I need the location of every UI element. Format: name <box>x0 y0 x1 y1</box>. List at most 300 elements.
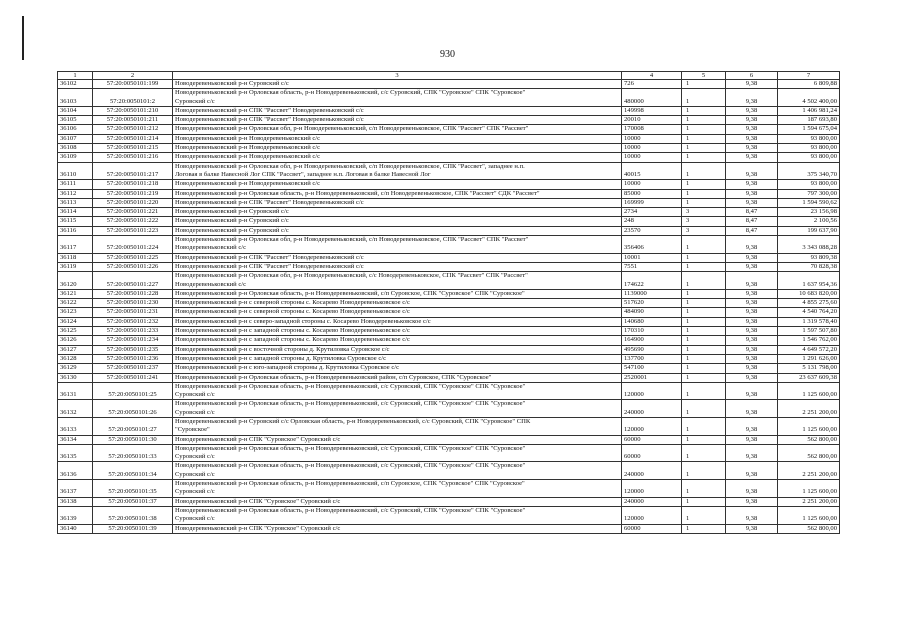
rate-cell: 9,38 <box>726 506 778 524</box>
area-cell: 547100 <box>622 364 682 373</box>
cadastral-number-cell: 57:20:0050101:211 <box>93 116 173 125</box>
cadastral-number-cell: 57:20:0050101:38 <box>93 506 173 524</box>
address-cell: Новодеревеньковский р-н СПК "Рассвет" Новодеревеньковский с/с <box>173 198 622 207</box>
area-cell: 40015 <box>622 162 682 180</box>
table-row <box>58 299 840 308</box>
header-cell: 3 <box>173 72 622 80</box>
rate-cell: 9,38 <box>726 89 778 107</box>
value-cell: 2 251 200,00 <box>778 497 840 506</box>
rate-cell: 9,38 <box>726 299 778 308</box>
category-cell: 1 <box>682 506 726 524</box>
rate-cell: 9,38 <box>726 400 778 418</box>
row-number-cell: 36103 <box>58 89 93 107</box>
row-number-cell: 36135 <box>58 444 93 462</box>
header-cell: 1 <box>58 72 93 80</box>
cadastral-table <box>57 71 840 534</box>
area-cell: 484090 <box>622 308 682 317</box>
address-cell: Новодеревеньковский р-н Орловская обл, р-н Новодеревеньковский, с/с Новодеревеньковское, СПК "Рассвет" СПК "Рассвет" Новодеревеньковский с/с <box>173 272 622 290</box>
value-cell: 2 251 200,00 <box>778 400 840 418</box>
row-number-cell: 36133 <box>58 417 93 435</box>
value-cell: 1 125 600,00 <box>778 506 840 524</box>
row-number-cell: 36102 <box>58 80 93 89</box>
rate-cell: 9,38 <box>726 417 778 435</box>
table-row <box>58 308 840 317</box>
cadastral-number-cell: 57:20:0050101:37 <box>93 497 173 506</box>
area-cell: 240000 <box>622 400 682 418</box>
value-cell: 199 637,90 <box>778 226 840 235</box>
row-number-cell: 36131 <box>58 382 93 400</box>
category-cell: 1 <box>682 524 726 533</box>
address-cell: Новодеревеньковский р-н с северо-западной стороны с. Косарево Новодеревеньковское с/с <box>173 317 622 326</box>
area-cell: 23570 <box>622 226 682 235</box>
table-row <box>58 162 840 180</box>
cadastral-number-cell: 57:20:0050101:230 <box>93 299 173 308</box>
area-cell: 20010 <box>622 116 682 125</box>
cadastral-number-cell: 57:20:0050101:27 <box>93 417 173 435</box>
table-header <box>58 72 840 80</box>
address-cell: Новодеревеньковский р-н с юго-западной стороны д. Крутиловка Суровское с/с <box>173 364 622 373</box>
value-cell: 1 546 762,00 <box>778 336 840 345</box>
row-number-cell: 36128 <box>58 354 93 363</box>
row-number-cell: 36110 <box>58 162 93 180</box>
rate-cell: 9,38 <box>726 125 778 134</box>
address-cell: Новодеревеньковский р-н Новодеревеньковский с/с <box>173 180 622 189</box>
rate-cell: 9,38 <box>726 354 778 363</box>
category-cell: 1 <box>682 253 726 262</box>
table-row <box>58 189 840 198</box>
row-number-cell: 36121 <box>58 289 93 298</box>
category-cell: 1 <box>682 354 726 363</box>
row-number-cell: 36127 <box>58 345 93 354</box>
address-cell: Новодеревеньковский р-н Суровский с/с <box>173 217 622 226</box>
address-cell: Новодеревеньковский р-н Суровский с/с <box>173 208 622 217</box>
category-cell: 1 <box>682 345 726 354</box>
table-row <box>58 524 840 533</box>
cadastral-number-cell: 57:20:0050101:212 <box>93 125 173 134</box>
table-row <box>58 89 840 107</box>
category-cell: 3 <box>682 208 726 217</box>
area-cell: 726 <box>622 80 682 89</box>
header-cell: 4 <box>622 72 682 80</box>
row-number-cell: 36119 <box>58 262 93 271</box>
address-cell: Новодеревеньковский р-н СПК "Суровское" Суровский с/с <box>173 497 622 506</box>
area-cell: 480000 <box>622 89 682 107</box>
cadastral-number-cell: 57:20:0050101:236 <box>93 354 173 363</box>
table-row <box>58 364 840 373</box>
area-cell: 2520001 <box>622 373 682 382</box>
rate-cell: 9,38 <box>726 253 778 262</box>
table-row <box>58 506 840 524</box>
row-number-cell: 36117 <box>58 236 93 254</box>
rate-cell: 9,38 <box>726 327 778 336</box>
category-cell: 1 <box>682 480 726 498</box>
value-cell: 3 343 088,28 <box>778 236 840 254</box>
table-row <box>58 80 840 89</box>
value-cell: 1 319 578,40 <box>778 317 840 326</box>
rate-cell: 8,47 <box>726 217 778 226</box>
rate-cell: 9,38 <box>726 317 778 326</box>
area-cell: 170310 <box>622 327 682 336</box>
row-number-cell: 36114 <box>58 208 93 217</box>
row-number-cell: 36113 <box>58 198 93 207</box>
value-cell: 1 597 507,80 <box>778 327 840 336</box>
value-cell: 10 683 820,00 <box>778 289 840 298</box>
category-cell: 1 <box>682 236 726 254</box>
rate-cell: 9,38 <box>726 345 778 354</box>
row-number-cell: 36123 <box>58 308 93 317</box>
value-cell: 93 800,00 <box>778 153 840 162</box>
cadastral-number-cell: 57:20:0050101:228 <box>93 289 173 298</box>
cadastral-number-cell: 57:20:0050101:224 <box>93 236 173 254</box>
area-cell: 2734 <box>622 208 682 217</box>
value-cell: 1 125 600,00 <box>778 417 840 435</box>
category-cell: 1 <box>682 317 726 326</box>
address-cell: Новодеревеньковский р-н СПК "Суровское" Суровский с/с <box>173 524 622 533</box>
value-cell: 1 125 600,00 <box>778 480 840 498</box>
cadastral-number-cell: 57:20:0050101:232 <box>93 317 173 326</box>
cadastral-number-cell: 57:20:0050101:215 <box>93 144 173 153</box>
rate-cell: 9,38 <box>726 435 778 444</box>
cadastral-number-cell: 57:20:0050101:39 <box>93 524 173 533</box>
table-row <box>58 262 840 271</box>
rate-cell: 9,38 <box>726 308 778 317</box>
table-row <box>58 198 840 207</box>
address-cell: Новодеревеньковский р-н с западной стороны с. Косарево Новодеревеньковское с/с <box>173 327 622 336</box>
cadastral-number-cell: 57:20:0050101:33 <box>93 444 173 462</box>
value-cell: 4 502 400,00 <box>778 89 840 107</box>
area-cell: 120000 <box>622 382 682 400</box>
category-cell: 1 <box>682 106 726 115</box>
category-cell: 1 <box>682 80 726 89</box>
category-cell: 1 <box>682 400 726 418</box>
cadastral-number-cell: 57:20:0050101:217 <box>93 162 173 180</box>
category-cell: 1 <box>682 444 726 462</box>
value-cell: 93 809,38 <box>778 253 840 262</box>
area-cell: 10000 <box>622 134 682 143</box>
category-cell: 1 <box>682 417 726 435</box>
area-cell: 10000 <box>622 180 682 189</box>
address-cell: Новодеревеньковский р-н с западной стороны с. Косарево Новодеревеньковское с/с <box>173 336 622 345</box>
table-row <box>58 354 840 363</box>
address-cell: Новодеревеньковский р-н Орловская область, р-н Новодеревеньковский, с/с Суровский, СПК "Суровское" СПК "Суровское" Суровский с/с <box>173 444 622 462</box>
rate-cell: 9,38 <box>726 336 778 345</box>
rate-cell: 9,38 <box>726 524 778 533</box>
table-row <box>58 236 840 254</box>
cadastral-number-cell: 57:20:0050101:225 <box>93 253 173 262</box>
rate-cell: 9,38 <box>726 180 778 189</box>
rate-cell: 9,38 <box>726 80 778 89</box>
cadastral-number-cell: 57:20:0050101:199 <box>93 80 173 89</box>
category-cell: 3 <box>682 226 726 235</box>
address-cell: Новодеревеньковский р-н СПК "Рассвет" Новодеревеньковский с/с <box>173 106 622 115</box>
category-cell: 1 <box>682 308 726 317</box>
area-cell: 356406 <box>622 236 682 254</box>
category-cell: 1 <box>682 497 726 506</box>
table-row <box>58 462 840 480</box>
rate-cell: 9,38 <box>726 373 778 382</box>
area-cell: 137700 <box>622 354 682 363</box>
rate-cell: 9,38 <box>726 480 778 498</box>
cadastral-number-cell: 57:20:0050101:2 <box>93 89 173 107</box>
value-cell: 6 809,88 <box>778 80 840 89</box>
table-row <box>58 317 840 326</box>
category-cell: 3 <box>682 217 726 226</box>
rate-cell: 9,38 <box>726 189 778 198</box>
table-row <box>58 382 840 400</box>
value-cell: 375 340,70 <box>778 162 840 180</box>
address-cell: Новодеревеньковский р-н Орловская область, р-н Новодеревеньковский, с/п Новодеревеньковское, СПК "Рассвет" СДК "Рассвет" <box>173 189 622 198</box>
row-number-cell: 36129 <box>58 364 93 373</box>
table-row <box>58 208 840 217</box>
table-body <box>58 80 840 534</box>
cadastral-number-cell: 57:20:0050101:34 <box>93 462 173 480</box>
rate-cell: 9,38 <box>726 497 778 506</box>
cadastral-number-cell: 57:20:0050101:231 <box>93 308 173 317</box>
address-cell: Новодеревеньковский р-н СПК "Рассвет" Новодеревеньковский с/с <box>173 253 622 262</box>
row-number-cell: 36104 <box>58 106 93 115</box>
cadastral-number-cell: 57:20:0050101:220 <box>93 198 173 207</box>
row-number-cell: 36116 <box>58 226 93 235</box>
category-cell: 1 <box>682 336 726 345</box>
header-row <box>58 72 840 80</box>
table-row <box>58 144 840 153</box>
row-number-cell: 36112 <box>58 189 93 198</box>
area-cell: 169999 <box>622 198 682 207</box>
row-number-cell: 36136 <box>58 462 93 480</box>
area-cell: 60000 <box>622 444 682 462</box>
cadastral-number-cell: 57:20:0050101:216 <box>93 153 173 162</box>
table-row <box>58 289 840 298</box>
area-cell: 495690 <box>622 345 682 354</box>
rate-cell: 9,38 <box>726 198 778 207</box>
value-cell: 2 251 200,00 <box>778 462 840 480</box>
address-cell: Новодеревеньковский р-н Орловская область, р-н Новодеревеньковский, с/с Суровский, СПК "Суровское" СПК "Суровское" Суровский с/с <box>173 382 622 400</box>
rate-cell: 9,38 <box>726 364 778 373</box>
address-cell: Новодеревеньковский р-н Орловская область, р-н Новодеревеньковский, с/с Суровский, СПК "Суровское" СПК "Суровское" Суровский с/с <box>173 89 622 107</box>
area-cell: 240000 <box>622 497 682 506</box>
row-number-cell: 36139 <box>58 506 93 524</box>
table-row <box>58 217 840 226</box>
address-cell: Новодеревеньковский р-н Орловская область, р-н Новодеревеньковский, с/п Суровское, СПК "Суровское" СПК "Суровское" <box>173 289 622 298</box>
row-number-cell: 36107 <box>58 134 93 143</box>
cadastral-number-cell: 57:20:0050101:226 <box>93 262 173 271</box>
address-cell: Новодеревеньковский р-н Суровский с/с Орловская область, р-н Новодеревеньковский, с/с Суровский, СПК "Суровское" СПК "Суровское" <box>173 417 622 435</box>
address-cell: Новодеревеньковский р-н Орловская обл, р-н Новодеревеньковский, с/п Новодеревеньковское, СПК "Рассвет", западнее н.п. Логовая в балке Навесной Лог СПК "Рассвет", западнее н.п. Логовая в балке Навесной Лог <box>173 162 622 180</box>
address-cell: Новодеревеньковский р-н Суровский с/с <box>173 226 622 235</box>
row-number-cell: 36134 <box>58 435 93 444</box>
table-row <box>58 134 840 143</box>
rate-cell: 9,38 <box>726 262 778 271</box>
category-cell: 1 <box>682 262 726 271</box>
table-row <box>58 444 840 462</box>
header-cell: 5 <box>682 72 726 80</box>
cadastral-number-cell: 57:20:0050101:26 <box>93 400 173 418</box>
cadastral-number-cell: 57:20:0050101:219 <box>93 189 173 198</box>
value-cell: 562 800,00 <box>778 524 840 533</box>
value-cell: 562 800,00 <box>778 435 840 444</box>
area-cell: 120000 <box>622 506 682 524</box>
address-cell: Новодеревеньковский р-н Орловская обл, р-н Новодеревеньковский, с/п Новодеревеньковское, СПК "Рассвет" СПК "Рассвет" <box>173 125 622 134</box>
address-cell: Новодеревеньковский р-н Новодеревеньковский с/с <box>173 134 622 143</box>
value-cell: 23 637 609,38 <box>778 373 840 382</box>
row-number-cell: 36115 <box>58 217 93 226</box>
cadastral-number-cell: 57:20:0050101:234 <box>93 336 173 345</box>
header-cell: 2 <box>93 72 173 80</box>
area-cell: 140680 <box>622 317 682 326</box>
table-row <box>58 480 840 498</box>
row-number-cell: 36108 <box>58 144 93 153</box>
table-row <box>58 400 840 418</box>
area-cell: 10000 <box>622 153 682 162</box>
category-cell: 1 <box>682 435 726 444</box>
address-cell: Новодеревеньковский р-н с северной стороны с. Косарево Новодеревеньковское с/с <box>173 299 622 308</box>
table-row <box>58 336 840 345</box>
category-cell: 1 <box>682 189 726 198</box>
value-cell: 1 291 626,00 <box>778 354 840 363</box>
binding-mark <box>22 16 24 60</box>
value-cell: 93 800,00 <box>778 134 840 143</box>
category-cell: 1 <box>682 272 726 290</box>
value-cell: 797 300,00 <box>778 189 840 198</box>
category-cell: 1 <box>682 153 726 162</box>
table-row <box>58 373 840 382</box>
value-cell: 2 100,56 <box>778 217 840 226</box>
value-cell: 4 649 572,20 <box>778 345 840 354</box>
header-cell: 7 <box>778 72 840 80</box>
rate-cell: 9,38 <box>726 382 778 400</box>
address-cell: Новодеревеньковский р-н Новодеревеньковский с/с <box>173 144 622 153</box>
cadastral-number-cell: 57:20:0050101:210 <box>93 106 173 115</box>
area-cell: 170008 <box>622 125 682 134</box>
category-cell: 1 <box>682 373 726 382</box>
value-cell: 93 800,00 <box>778 144 840 153</box>
page-number: 930 <box>440 49 455 60</box>
area-cell: 240000 <box>622 462 682 480</box>
rate-cell: 9,38 <box>726 144 778 153</box>
category-cell: 1 <box>682 125 726 134</box>
area-cell: 85000 <box>622 189 682 198</box>
category-cell: 1 <box>682 198 726 207</box>
row-number-cell: 36120 <box>58 272 93 290</box>
cadastral-number-cell: 57:20:0050101:241 <box>93 373 173 382</box>
cadastral-number-cell: 57:20:0050101:35 <box>93 480 173 498</box>
value-cell: 1 125 600,00 <box>778 382 840 400</box>
category-cell: 1 <box>682 299 726 308</box>
category-cell: 1 <box>682 364 726 373</box>
cadastral-number-cell: 57:20:0050101:25 <box>93 382 173 400</box>
category-cell: 1 <box>682 462 726 480</box>
row-number-cell: 36118 <box>58 253 93 262</box>
rate-cell: 9,38 <box>726 134 778 143</box>
category-cell: 1 <box>682 180 726 189</box>
cadastral-number-cell: 57:20:0050101:214 <box>93 134 173 143</box>
value-cell: 1 594 675,04 <box>778 125 840 134</box>
rate-cell: 9,38 <box>726 106 778 115</box>
address-cell: Новодеревеньковский р-н Орловская область, р-н Новодеревеньковский, с/с Суровский, СПК "Суровское" СПК "Суровское" Суровский с/с <box>173 400 622 418</box>
value-cell: 1 594 590,62 <box>778 198 840 207</box>
address-cell: Новодеревеньковский р-н Орловская обл, р-н Новодеревеньковский, с/п Новодеревеньковское, СПК "Рассвет" СПК "Рассвет" Новодеревеньковский с/с <box>173 236 622 254</box>
address-cell: Новодеревеньковский р-н с западной стороны д. Крутиловка Суровское с/с <box>173 354 622 363</box>
row-number-cell: 36126 <box>58 336 93 345</box>
category-cell: 1 <box>682 289 726 298</box>
value-cell: 70 828,38 <box>778 262 840 271</box>
area-cell: 7551 <box>622 262 682 271</box>
category-cell: 1 <box>682 134 726 143</box>
rate-cell: 9,38 <box>726 272 778 290</box>
value-cell: 23 156,98 <box>778 208 840 217</box>
table-row <box>58 226 840 235</box>
cadastral-number-cell: 57:20:0050101:30 <box>93 435 173 444</box>
category-cell: 1 <box>682 89 726 107</box>
address-cell: Новодеревеньковский р-н с восточной стороны д. Крутиловка Суровское с/с <box>173 345 622 354</box>
area-cell: 149998 <box>622 106 682 115</box>
address-cell: Новодеревеньковский р-н СПК "Рассвет" Новодеревеньковский с/с <box>173 116 622 125</box>
cadastral-number-cell: 57:20:0050101:222 <box>93 217 173 226</box>
table-row <box>58 180 840 189</box>
row-number-cell: 36106 <box>58 125 93 134</box>
category-cell: 1 <box>682 144 726 153</box>
rate-cell: 9,38 <box>726 153 778 162</box>
table-row <box>58 327 840 336</box>
table-row <box>58 106 840 115</box>
area-cell: 1139000 <box>622 289 682 298</box>
table-row <box>58 435 840 444</box>
value-cell: 562 800,00 <box>778 444 840 462</box>
category-cell: 1 <box>682 162 726 180</box>
header-cell: 6 <box>726 72 778 80</box>
area-cell: 10001 <box>622 253 682 262</box>
address-cell: Новодеревеньковский р-н Новодеревеньковский с/с <box>173 153 622 162</box>
area-cell: 164900 <box>622 336 682 345</box>
row-number-cell: 36130 <box>58 373 93 382</box>
row-number-cell: 36124 <box>58 317 93 326</box>
address-cell: Новодеревеньковский р-н СПК "Суровское" Суровский с/с <box>173 435 622 444</box>
row-number-cell: 36140 <box>58 524 93 533</box>
table-row <box>58 153 840 162</box>
table-row <box>58 125 840 134</box>
address-cell: Новодеревеньковский р-н Орловская область, р-н Новодеревеньковский район, с/п Суровское, СПК "Суровское" <box>173 373 622 382</box>
value-cell: 4 855 275,60 <box>778 299 840 308</box>
value-cell: 187 693,80 <box>778 116 840 125</box>
cadastral-number-cell: 57:20:0050101:233 <box>93 327 173 336</box>
value-cell: 1 637 954,36 <box>778 272 840 290</box>
rate-cell: 9,38 <box>726 289 778 298</box>
cadastral-number-cell: 57:20:0050101:218 <box>93 180 173 189</box>
area-cell: 517620 <box>622 299 682 308</box>
rate-cell: 9,38 <box>726 444 778 462</box>
rate-cell: 8,47 <box>726 208 778 217</box>
table-row <box>58 272 840 290</box>
row-number-cell: 36122 <box>58 299 93 308</box>
area-cell: 10000 <box>622 144 682 153</box>
area-cell: 174622 <box>622 272 682 290</box>
address-cell: Новодеревеньковский р-н с северной стороны с. Косарево Новодеревеньковское с/с <box>173 308 622 317</box>
category-cell: 1 <box>682 382 726 400</box>
value-cell: 1 406 981,24 <box>778 106 840 115</box>
table-row <box>58 253 840 262</box>
row-number-cell: 36138 <box>58 497 93 506</box>
category-cell: 1 <box>682 327 726 336</box>
table-row <box>58 417 840 435</box>
value-cell: 4 540 764,20 <box>778 308 840 317</box>
rate-cell: 9,38 <box>726 116 778 125</box>
cadastral-number-cell: 57:20:0050101:237 <box>93 364 173 373</box>
rate-cell: 9,38 <box>726 162 778 180</box>
address-cell: Новодеревеньковский р-н Орловская область, р-н Новодеревеньковский, с/п Суровское, СПК "Суровское" СПК "Суровское" Суровский с/с <box>173 480 622 498</box>
address-cell: Новодеревеньковский р-н СПК "Рассвет" Новодеревеньковский с/с <box>173 262 622 271</box>
area-cell: 60000 <box>622 435 682 444</box>
row-number-cell: 36105 <box>58 116 93 125</box>
